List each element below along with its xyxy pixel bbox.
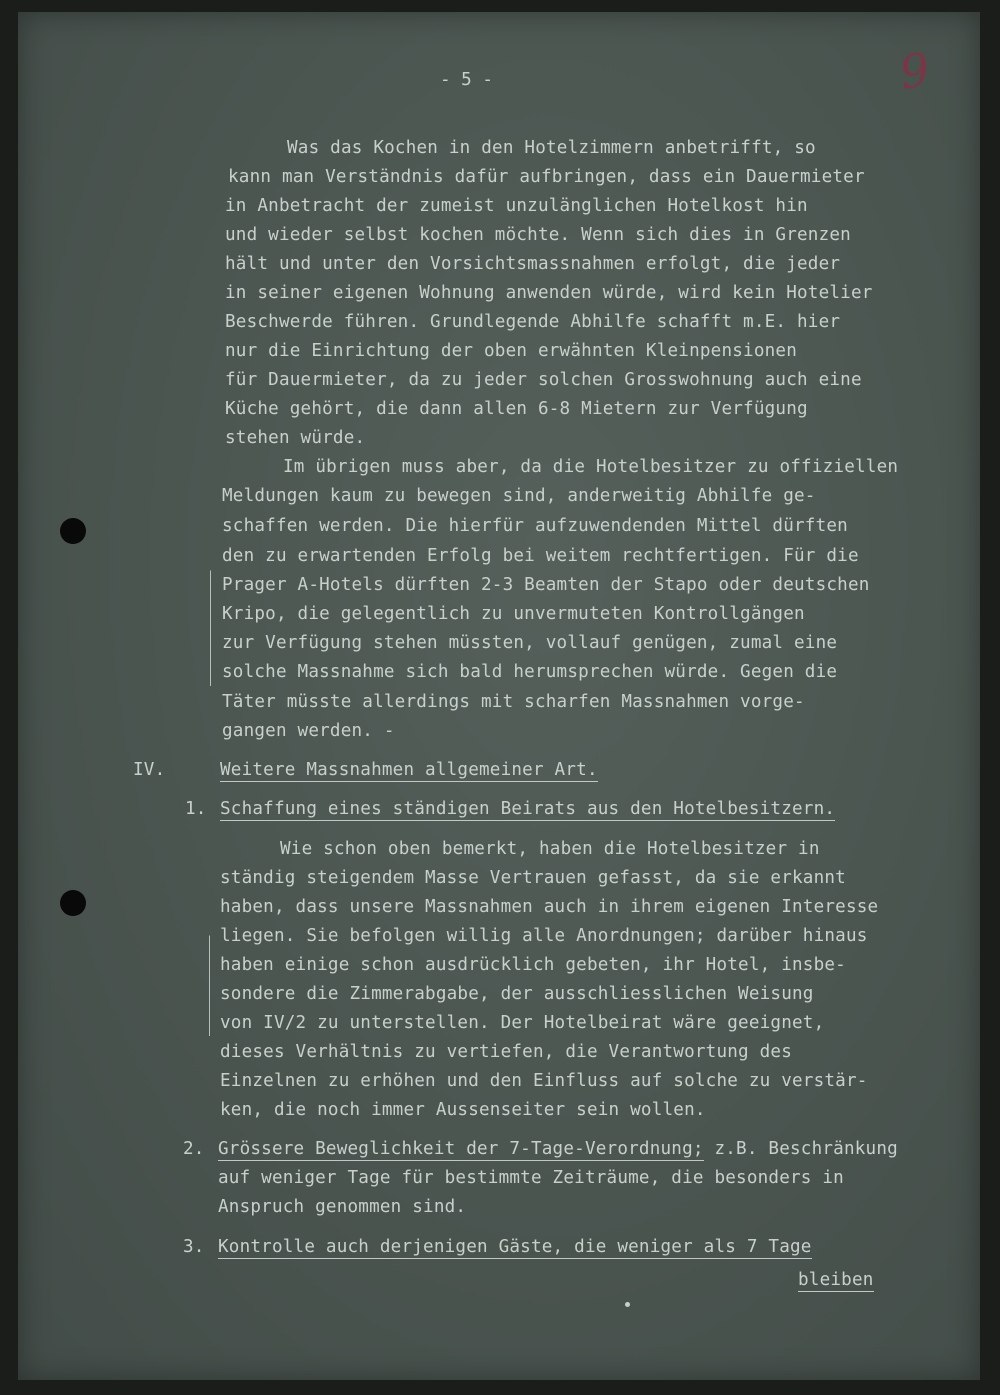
text-line: sondere die Zimmerabgabe, der ausschliesslichen Weisung — [220, 984, 814, 1004]
item-text: z.B. Beschränkung — [703, 1139, 898, 1159]
text-line: auf weniger Tage für bestimmte Zeiträume, die besonders in — [218, 1168, 844, 1188]
text-line: Im übrigen muss aber, da die Hotelbesitzer zu offiziellen — [283, 457, 899, 477]
text-line: den zu erwartenden Erfolg bei weitem rechtfertigen. Für die — [222, 546, 859, 566]
section-heading: Weitere Massnahmen allgemeiner Art. — [220, 760, 598, 780]
item-number: 2. — [183, 1139, 205, 1159]
text-line: Wie schon oben bemerkt, haben die Hotelbesitzer in — [280, 839, 820, 859]
text-line: hält und unter den Vorsichtsmassnahmen erfolgt, die jeder — [225, 254, 841, 274]
text-line: für Dauermieter, da zu jeder solchen Grosswohnung auch eine — [225, 370, 862, 390]
item-number: 1. — [185, 799, 207, 819]
text-line: Anspruch genommen sind. — [218, 1197, 467, 1217]
page-number: - 5 - — [440, 70, 493, 90]
text-line: haben einige schon ausdrücklich gebeten, ihr Hotel, insbe- — [220, 955, 846, 975]
text-line: solche Massnahme sich bald herumsprechen würde. Gegen die — [222, 662, 838, 682]
item-number: 3. — [183, 1237, 205, 1257]
margin-bracket — [210, 570, 211, 686]
text-line: Einzelnen zu erhöhen und den Einfluss auf solche zu verstär- — [220, 1071, 868, 1091]
item-heading-continuation: bleiben — [798, 1270, 874, 1290]
item-line — [218, 1139, 898, 1161]
text-line: haben, dass unsere Massnahmen auch in ihrem eigenen Interesse — [220, 897, 879, 917]
text-line: ständig steigendem Masse Vertrauen gefasst, da sie erkannt — [220, 868, 846, 888]
text-line: liegen. Sie befolgen willig alle Anordnungen; darüber hinaus — [220, 926, 868, 946]
text-line: Täter müsste allerdings mit scharfen Massnahmen vorge- — [222, 692, 805, 712]
margin-bracket — [209, 935, 210, 1036]
text-line: zur Verfügung stehen müssten, vollauf genügen, zumal eine — [222, 633, 838, 653]
text-line: gangen werden. - — [222, 721, 395, 741]
item-heading: Kontrolle auch derjenigen Gäste, die weniger als 7 Tage — [218, 1237, 812, 1257]
item-heading: Schaffung eines ständigen Beirats aus den Hotelbesitzern. — [220, 799, 836, 819]
text-line: Beschwerde führen. Grundlegende Abhilfe schafft m.E. hier — [225, 312, 841, 332]
text-line: kann man Verständnis dafür aufbringen, dass ein Dauermieter — [228, 167, 865, 187]
item-heading: Grössere Beweglichkeit der 7-Tage-Verordnung; — [218, 1139, 704, 1159]
punch-hole — [60, 518, 86, 544]
text-line: Meldungen kaum zu bewegen sind, anderweitig Abhilfe ge- — [222, 486, 816, 506]
text-line: Küche gehört, die dann allen 6-8 Mietern zur Verfügung — [225, 399, 808, 419]
text-line: dieses Verhältnis zu vertiefen, die Verantwortung des — [220, 1042, 792, 1062]
handwritten-page-mark: 9 — [896, 42, 933, 100]
section-number: IV. — [133, 760, 166, 780]
text-line: schaffen werden. Die hierfür aufzuwendenden Mittel dürften — [222, 516, 848, 536]
text-line: ken, die noch immer Aussenseiter sein wollen. — [220, 1100, 706, 1120]
text-line: Was das Kochen in den Hotelzimmern anbetrifft, so — [287, 138, 816, 158]
text-line: Kripo, die gelegentlich zu unvermuteten Kontrollgängen — [222, 604, 805, 624]
text-line: nur die Einrichtung der oben erwähnten Kleinpensionen — [225, 341, 797, 361]
text-line: Prager A-Hotels dürften 2-3 Beamten der Stapo oder deutschen — [222, 575, 870, 595]
text-line: von IV/2 zu unterstellen. Der Hotelbeirat wäre geeignet, — [220, 1013, 825, 1033]
text-line: in seiner eigenen Wohnung anwenden würde, wird kein Hotelier — [225, 283, 873, 303]
ink-dot — [625, 1302, 630, 1307]
text-line: und wieder selbst kochen möchte. Wenn sich dies in Grenzen — [225, 225, 851, 245]
punch-hole — [60, 890, 86, 916]
text-line: stehen würde. — [225, 428, 366, 448]
text-line: in Anbetracht der zumeist unzulänglichen Hotelkost hin — [225, 196, 808, 216]
